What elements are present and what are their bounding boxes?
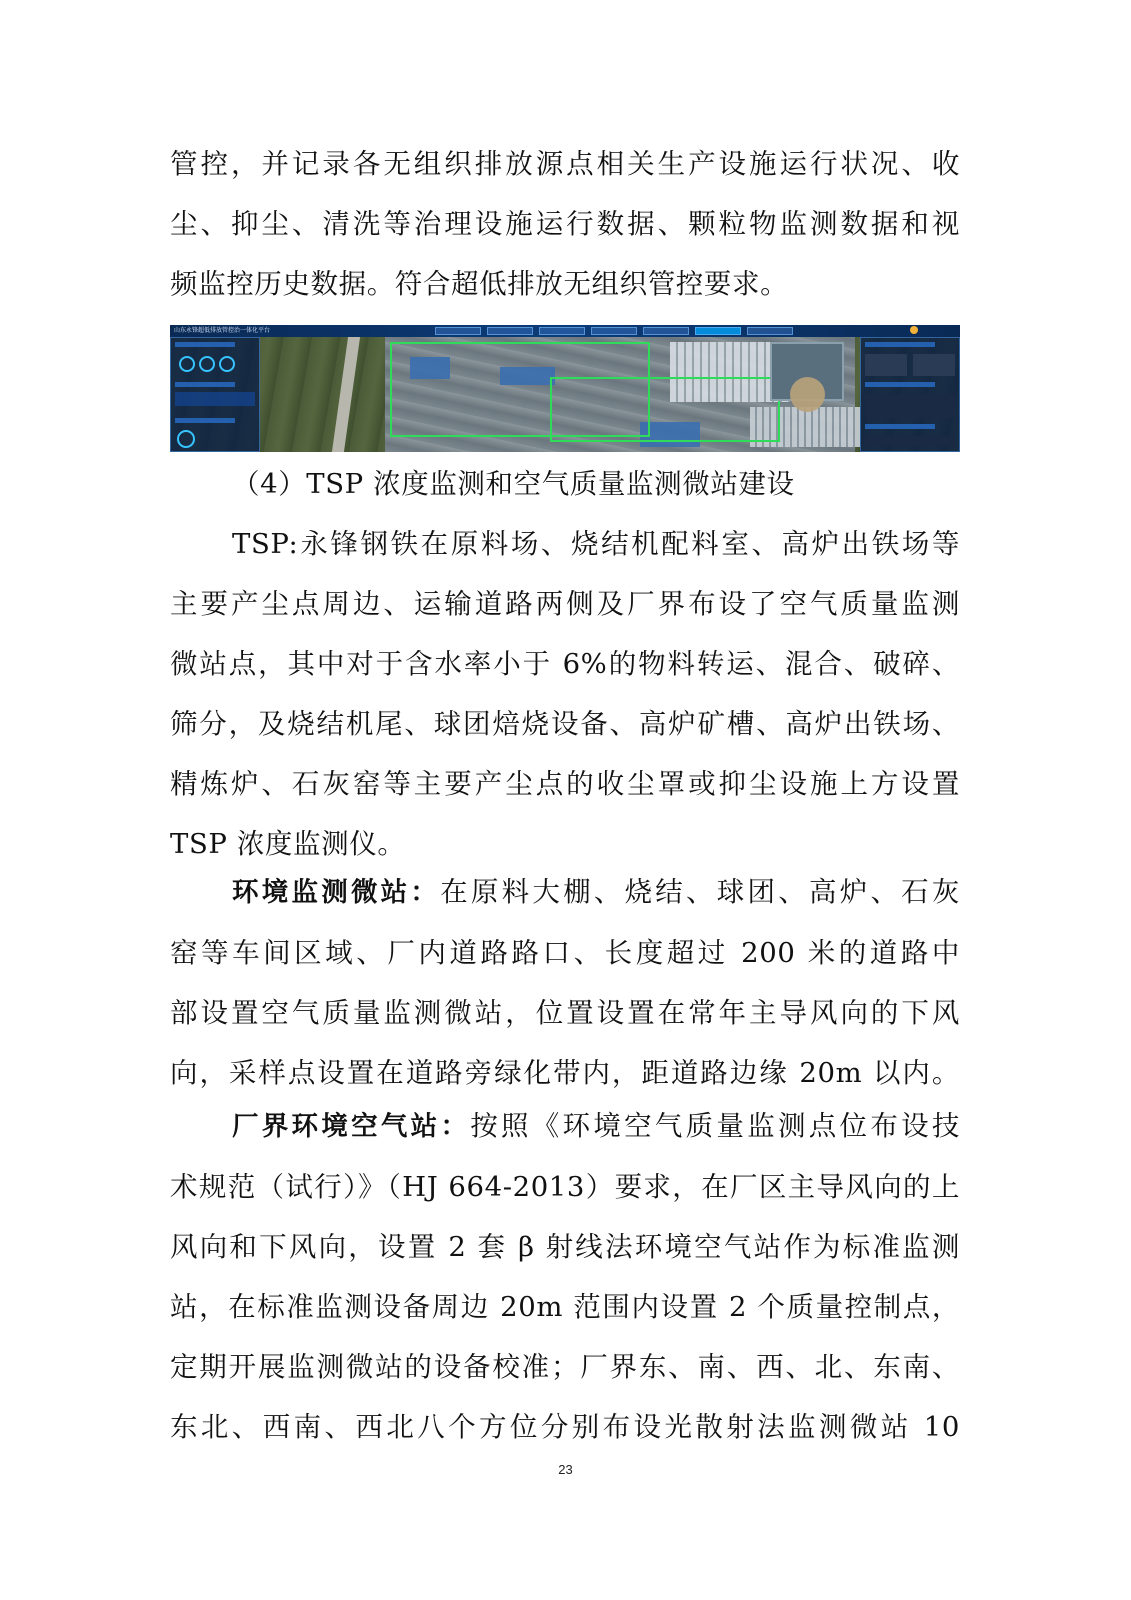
platform-tab[interactable] bbox=[435, 327, 481, 335]
paragraph-line: 频监控历史数据。符合超低排放无组织管控要求。 bbox=[170, 268, 789, 300]
section-heading: （4）TSP 浓度监测和空气质量监测微站建设 bbox=[232, 468, 795, 500]
paragraph-line: 东北、西南、西北八个方位分别布设光散射法监测微站 10 bbox=[170, 1411, 960, 1443]
right-video-panel bbox=[860, 337, 960, 452]
paragraph-line: 向，采样点设置在道路旁绿化带内，距道路边缘 20m 以内。 bbox=[170, 1057, 960, 1089]
left-stats-panel bbox=[170, 337, 260, 452]
paragraph-line: 定期开展监测微站的设备校准；厂界东、南、西、北、东南、 bbox=[170, 1351, 960, 1383]
boundary-paragraph bbox=[170, 1096, 960, 1457]
paragraph-line: 风向和下风向，设置 2 套 β 射线法环境空气站作为标准监测 bbox=[170, 1231, 960, 1263]
paragraph-line: 术规范（试行）》（HJ 664-2013）要求，在厂区主导风向的上 bbox=[170, 1171, 960, 1203]
paragraph-line: 站，在标准监测设备周边 20m 范围内设置 2 个质量控制点， bbox=[170, 1291, 960, 1323]
factory-aerial-map bbox=[170, 337, 960, 452]
platform-tab-active[interactable] bbox=[695, 327, 741, 335]
paragraph-line: TSP 浓度监测仪。 bbox=[170, 828, 406, 860]
platform-tab[interactable] bbox=[747, 327, 793, 335]
platform-title: 山东永锋超低排放管控治一体化平台 bbox=[174, 327, 271, 334]
paragraph-line: 窑等车间区域、厂内道路路口、长度超过 200 米的道路中 bbox=[170, 937, 960, 969]
paragraph-line: 主要产尘点周边、运输道路两侧及厂界布设了空气质量监测 bbox=[170, 588, 960, 620]
paragraph-line: 筛分，及烧结机尾、球团焙烧设备、高炉矿槽、高炉出铁场、 bbox=[170, 708, 960, 740]
paragraph-first-line bbox=[170, 862, 960, 923]
paragraph-line: 尘、抑尘、清洗等治理设施运行数据、颗粒物监测数据和视 bbox=[170, 208, 960, 240]
platform-tab[interactable] bbox=[643, 327, 689, 335]
paragraph-line: 部设置空气质量监测微站，位置设置在常年主导风向的下风 bbox=[170, 997, 960, 1029]
paragraph-lead: 环境监测微站： bbox=[232, 877, 441, 908]
paragraph-line: TSP:永锋钢铁在原料场、烧结机配料室、高炉出铁场等 bbox=[232, 528, 960, 560]
platform-tab[interactable] bbox=[487, 327, 533, 335]
paragraph-line-rest: 按照《环境空气质量监测点位布设技 bbox=[470, 1110, 960, 1142]
platform-screenshot bbox=[170, 325, 960, 452]
platform-header bbox=[170, 325, 960, 337]
paragraph-first-line bbox=[170, 1096, 960, 1157]
weather-sun-icon bbox=[910, 326, 918, 334]
page-number: 23 bbox=[558, 1462, 573, 1477]
paragraph-line: 管控，并记录各无组织排放源点相关生产设施运行状况、收 bbox=[170, 148, 960, 180]
platform-tab[interactable] bbox=[591, 327, 637, 335]
paragraph-line: 微站点，其中对于含水率小于 6%的物料转运、混合、破碎、 bbox=[170, 648, 960, 680]
platform-tab[interactable] bbox=[539, 327, 585, 335]
section-heading-block bbox=[170, 454, 960, 514]
micro-station-paragraph bbox=[170, 862, 960, 1103]
paragraph-lead: 厂界环境空气站： bbox=[232, 1111, 471, 1142]
platform-tabs bbox=[435, 327, 793, 335]
top-paragraph bbox=[170, 134, 960, 314]
paragraph-line-rest: 在原料大棚、烧结、球团、高炉、石灰 bbox=[440, 876, 961, 908]
tsp-paragraph bbox=[170, 514, 960, 874]
paragraph-line: 精炼炉、石灰窑等主要产尘点的收尘罩或抑尘设施上方设置 bbox=[170, 768, 960, 800]
